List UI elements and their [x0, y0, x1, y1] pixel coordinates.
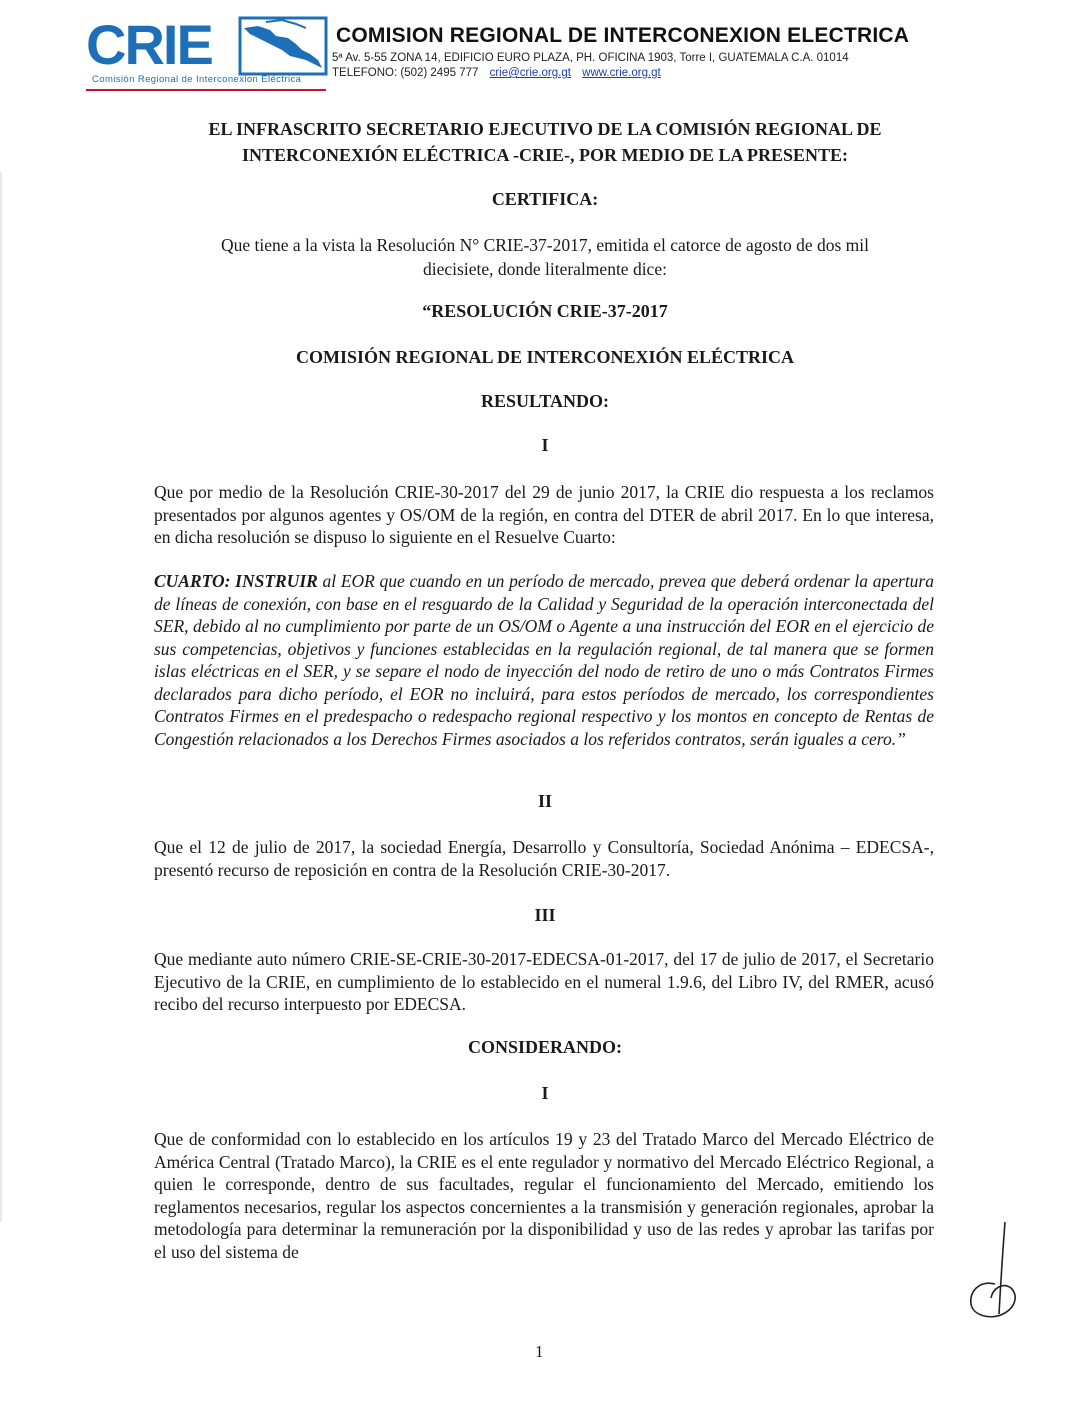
quoted-resolve-cuarto [154, 570, 934, 750]
quote-lead-in: CUARTO: INSTRUIR [154, 571, 318, 591]
resultando-paragraph-1: Que por medio de la Resolución CRIE-30-2017 del 29 de junio 2017, la CRIE dio respuesta a los reclamos presentados por algunos agentes y OS/OM de la región, en contra del DTER de abril 2017. En lo que interesa, en dicha resolución se dispuso lo siguiente en el Resuelve Cuarto: [154, 482, 934, 547]
intro-heading-line-1: EL INFRASCRITO SECRETARIO EJECUTIVO DE LA COMISIÓN REGIONAL DE [208, 119, 882, 139]
phone-number: TELEFONO: (502) 2495 777 [332, 67, 479, 79]
quote-body: al EOR que cuando en un período de mercado, prevea que deberá ordenar la apertura de líneas de conexión, con base en el resguardo de la Calidad y Seguridad de la operación interconectada del SER, debido al no cumplimiento por parte de un OS/OM o Agente a una instrucción del EOR en el ejercicio de sus competencias, objetivos y funciones establecidas en la regulación regional, de tal manera que se formen islas eléctricas en el SER, y se separe el nodo de inyección del nodo de retiro de uno o más Contratos Firmes declarados para dicho período, el EOR no incluirá, para estos períodos de mercado, los correspondientes Contratos Firmes en el predespacho o redespacho regional respectivo y los montos en concepto de Rentas de Congestión relacionados a los Derechos Firmes asociados a los referidos contratos, serán iguales a cero.” [154, 571, 934, 749]
intro-heading-line-2: INTERCONEXIÓN ELÉCTRICA -CRIE-, POR MEDIO DE LA PRESENTE: [241, 145, 849, 165]
central-america-map-icon [236, 14, 331, 80]
organization-contact [332, 67, 661, 79]
handwritten-initial-signature [965, 1218, 1025, 1328]
section-numeral: III [534, 905, 556, 925]
email-link[interactable]: crie@crie.org.gt [489, 67, 571, 79]
page-number: 1 [535, 1342, 544, 1361]
section-numeral: I [541, 1083, 549, 1103]
organization-address: 5ª Av. 5-55 ZONA 14, EDIFICIO EURO PLAZA, PH. OFICINA 1903, Torre I, GUATEMALA C.A. 01014 [332, 52, 849, 64]
resolution-title: “RESOLUCIÓN CRIE-37-2017 [422, 301, 668, 321]
logo-underline [86, 89, 326, 91]
logo-wordmark: CRIE [86, 13, 212, 76]
section-numeral: II [537, 791, 552, 811]
scan-edge-shadow [0, 172, 2, 1222]
organization-name: COMISION REGIONAL DE INTERCONEXION ELECTRICA [336, 24, 910, 47]
resultando-paragraph-2: Que el 12 de julio de 2017, la sociedad Energía, Desarrollo y Consultoría, Sociedad Anónima – EDECSA-, presentó recurso de reposición en contra de la Resolución CRIE-30-2017. [154, 837, 934, 880]
resultando-paragraph-3: Que mediante auto número CRIE-SE-CRIE-30-2017-EDECSA-01-2017, del 17 de julio de 2017, el Secretario Ejecutivo de la CRIE, en cumplimiento de lo establecido en el numeral 1.9.6, del Libro IV, del RMER, acusó recibo del recurso interpuesto por EDECSA. [154, 949, 934, 1014]
section-numeral: I [541, 435, 549, 455]
considerando-paragraph-1: Que de conformidad con lo establecido en los artículos 19 y 23 del Tratado Marco del Mercado Eléctrico de América Central (Tratado Marco), la CRIE es el ente regulador y normativo del Mercado Eléctrico Regional, a quien le corresponde, dentro de sus facultades, regular el funcionamiento del Mercado, emitiendo los reglamentos necesarios, regular los aspectos concernientes a la transmisión y generación regionales, aprobar la metodología para determinar la remuneración por la disponibilidad y uso de las redes y aprobar las tarifas por el uso del sistema de [154, 1129, 934, 1262]
vista-line-2: diecisiete, donde literalmente dice: [423, 259, 667, 279]
website-link[interactable]: www.crie.org.gt [582, 67, 661, 79]
vista-line-1: Que tiene a la vista la Resolución N° CRIE-37-2017, emitida el catorce de agosto de dos mil [220, 235, 869, 255]
crie-logo [86, 14, 331, 92]
commission-heading: COMISIÓN REGIONAL DE INTERCONEXIÓN ELÉCTRICA [295, 347, 795, 367]
logo-tagline: Comisión Regional de Interconexion Eléctrica [92, 74, 302, 85]
certifica-heading: CERTIFICA: [491, 189, 599, 209]
resultando-heading: RESULTANDO: [480, 391, 610, 411]
considerando-heading: CONSIDERANDO: [467, 1037, 622, 1057]
